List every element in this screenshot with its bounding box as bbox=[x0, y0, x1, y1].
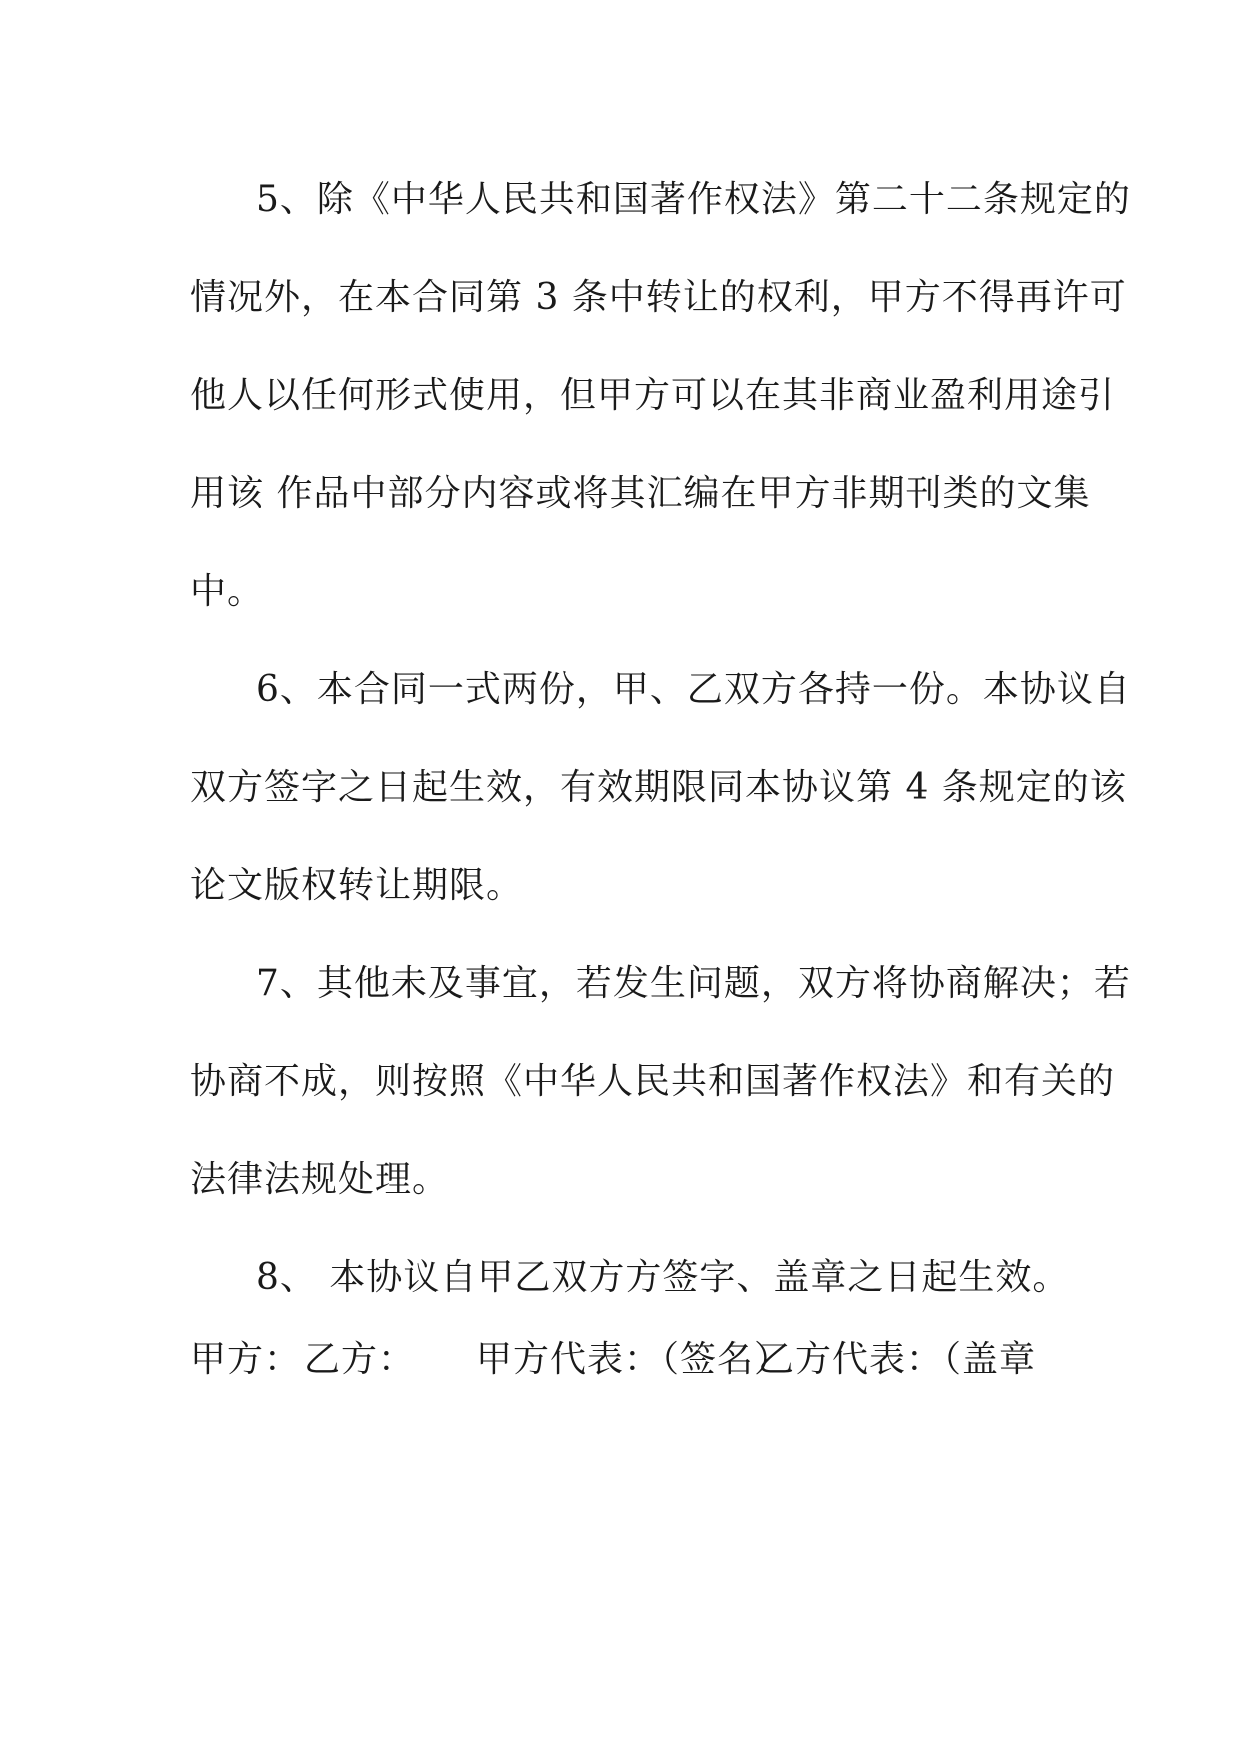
clause-5-line-2: 情况外，在本合同第 3 条中转让的权利，甲方不得再许可 bbox=[190, 277, 1127, 318]
clause-7-line-3: 法律法规处理。 bbox=[190, 1159, 450, 1200]
clause-6-line-1: 6、本合同一式两份，甲、乙双方各持一份。本协议自 bbox=[256, 669, 1131, 710]
clause-5-line-5: 中。 bbox=[190, 571, 265, 612]
clause-5-line-4: 用该 作品中部分内容或将其汇编在甲方非期刊类的文集 bbox=[190, 473, 1091, 514]
party-b-label: 乙方： bbox=[304, 1339, 416, 1380]
clause-7-line-1: 7、其他未及事宜，若发生问题，双方将协商解决；若 bbox=[256, 963, 1131, 1004]
party-a-label: 甲方： bbox=[190, 1339, 302, 1380]
clause-5-line-3: 他人以任何形式使用，但甲方可以在其非商业盈利用途引 bbox=[190, 375, 1116, 416]
clause-5-line-1: 5、除《中华人民共和国著作权法》第二十二条规定的 bbox=[256, 179, 1131, 220]
clause-6-line-2: 双方签字之日起生效，有效期限同本协议第 4 条规定的该 bbox=[190, 767, 1127, 808]
party-a-representative-label: 甲方代表：（签名） bbox=[476, 1339, 792, 1380]
clause-8-line-1: 8、 本协议自甲乙双方方签字、盖章之日起生效。 bbox=[256, 1257, 1070, 1298]
clause-7-line-2: 协商不成，则按照《中华人民共和国著作权法》和有关的 bbox=[190, 1061, 1116, 1102]
clause-6-line-3: 论文版权转让期限。 bbox=[190, 865, 524, 906]
signature-row bbox=[190, 1340, 1090, 1380]
party-b-representative-label: 乙方代表：（盖章 bbox=[758, 1339, 1037, 1380]
